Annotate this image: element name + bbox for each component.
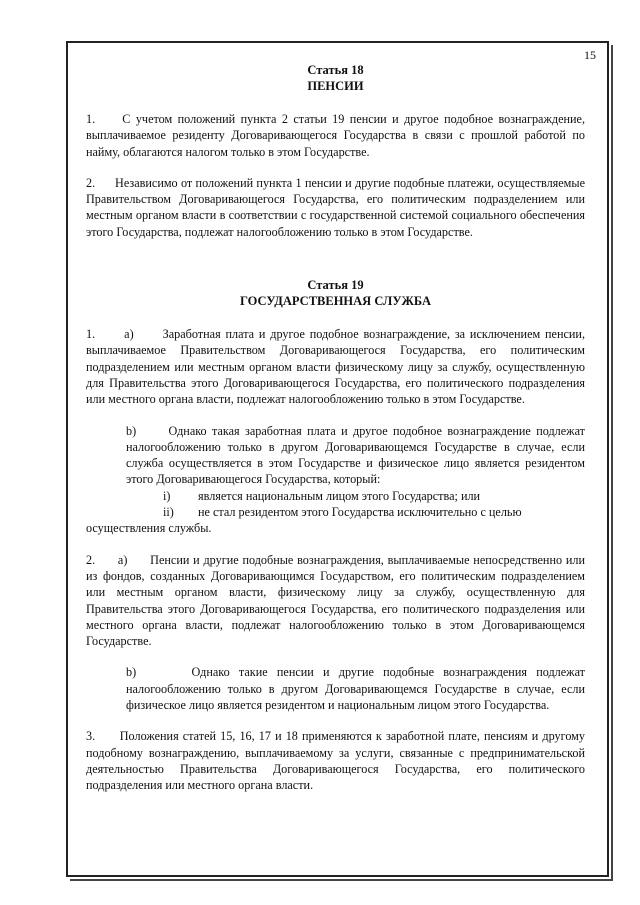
article-19-paragraph-1a: 1. a) Заработная плата и другое подобное вознаграждение, за исключением пенсии, выплачиваемое Правительством Договаривающегося Государства, его политическим подразделением или местным органом власти физическому лицу за службу, осуществленную для Правительства этого Договаривающегося Государства, его политического подразделения или местного органа власти, подлежат налогообложению только в этом Государстве.: [86, 327, 585, 407]
article-19-subitem-ii: [86, 504, 585, 520]
article-19-subitem-i: [86, 488, 585, 504]
article-19-paragraph-1b: b) Однако такая заработная плата и другое подобное вознаграждение подлежат налогообложению только в другом Договаривающемся Государстве в случае, если служба осуществляется в этом Государстве и физическое лицо является резидентом этого Договаривающегося Государства, который:: [126, 423, 585, 487]
subitem-ii-text: не стал резидентом этого Государства исключительно с целью: [198, 505, 522, 520]
article-19-paragraph-3: 3. Положения статей 15, 16, 17 и 18 применяются к заработной плате, пенсиям и другому подобному вознаграждению, выплачиваемому за услуги, связанные с предпринимательской деятельностью Правительства Договаривающегося Государства, его политического подразделения или местного органа власти.: [86, 729, 585, 793]
page-number: 15: [584, 48, 596, 62]
article-19-paragraph-2a: 2. a) Пенсии и другие подобные вознаграждения, выплачиваемые непосредственно или из фондов, созданных Договаривающимся Государством, его политическим подразделением или местным органом власти, физическому лицу за службу, осуществленную для Правительства этого Договаривающегося Государства, его политического подразделения или местного органа власти, подлежат налогообложению только в этом Договаривающемся Государстве.: [86, 552, 585, 649]
subitem-ii-number: ii): [163, 505, 174, 520]
document-body: [86, 62, 585, 794]
subitem-i-number: i): [163, 488, 171, 503]
article-18-paragraph-2: 2. Независимо от положений пункта 1 пенсии и другие подобные платежи, осуществляемые Правительством Договаривающегося Государства, его политическим подразделением или местным органом власти в соответствии с государственной системой социального обеспечения этого Государства, подлежат налогообложению только в этом Государстве.: [86, 175, 585, 239]
article-19-title: Статья 19: [307, 278, 364, 293]
article-18-title: Статья 18: [307, 63, 364, 77]
article-18-heading: ПЕНСИИ: [307, 79, 364, 93]
subitem-i-text: является национальным лицом этого Государства; или: [198, 488, 481, 503]
subitem-ii-continuation: осуществления службы.: [86, 521, 212, 536]
article-18-paragraph-1: 1. С учетом положений пункта 2 статьи 19 пенсии и другое подобное вознаграждение, выплачиваемое резиденту Договаривающегося Государства в связи с прошлой работой по найму, облагаются налогом только в этом Государстве.: [86, 112, 585, 159]
article-19-heading: ГОСУДАРСТВЕННАЯ СЛУЖБА: [239, 294, 432, 309]
article-19-paragraph-2b: b) Однако такие пенсии и другие подобные вознаграждения подлежат налогообложению только в другом Договаривающемся Государстве в случае, если физическое лицо является резидентом и национальным лицом этого Государства.: [126, 665, 585, 713]
